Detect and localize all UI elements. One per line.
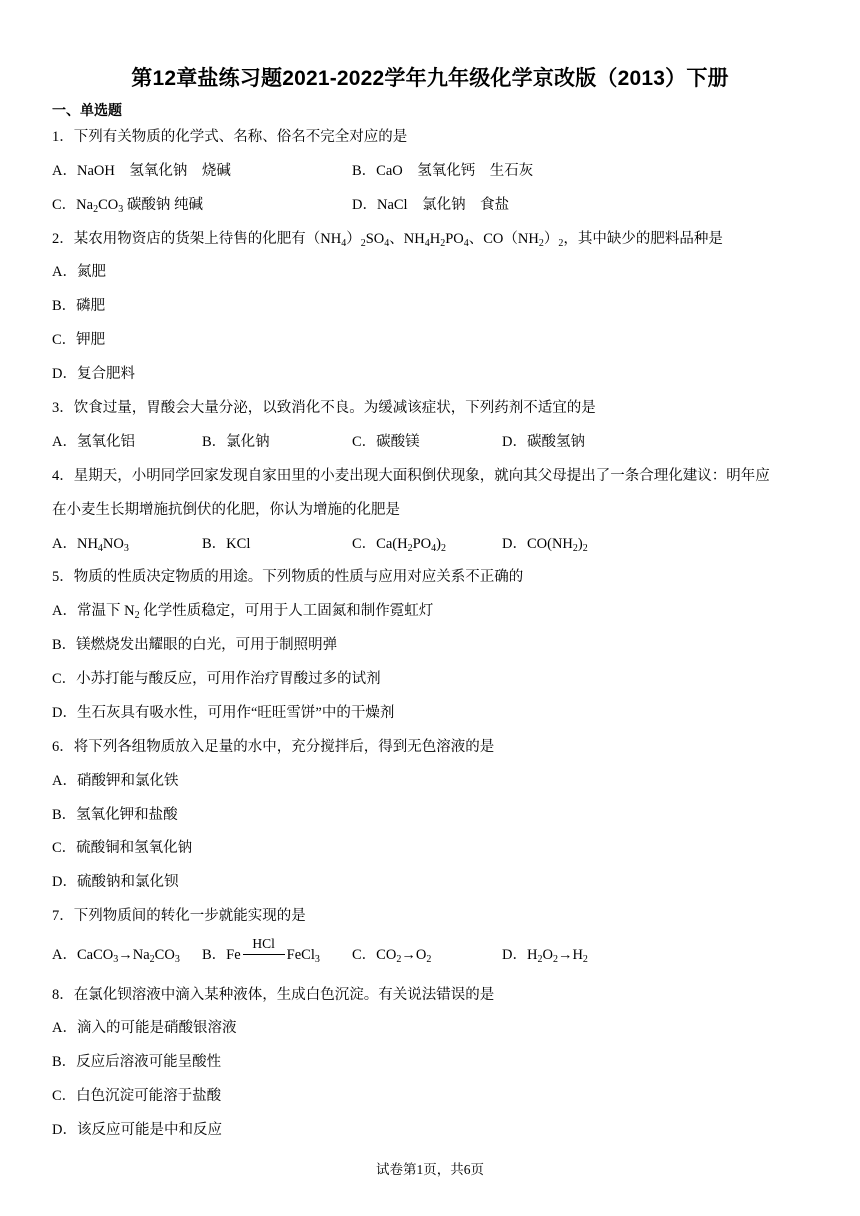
- question-5-option-a: A．常温下 $N_2$ 化学性质稳定，可用于人工固氮和制作霓虹灯: [52, 603, 434, 621]
- question-1-option-a: A．NaOH 氢氧化钠 烧碱: [52, 163, 231, 179]
- question-3-option-c: C．碳酸镁: [352, 434, 420, 450]
- question-8-stem: 8．在氯化钡溶液中滴入某种液体，生成白色沉淀。有关说法错误的是: [52, 987, 495, 1003]
- question-1-stem: 1．下列有关物质的化学式、名称、俗名不完全对应的是: [52, 129, 408, 145]
- question-5-stem: 5．物质的性质决定物质的用途。下列物质的性质与应用对应关系不正确的: [52, 569, 524, 585]
- question-6-option-d: D．硫酸钠和氯化钡: [52, 874, 179, 890]
- question-6-stem: 6．将下列各组物质放入足量的水中，充分搅拌后，得到无色溶液的是: [52, 739, 495, 755]
- question-3-stem: 3．饮食过量，胃酸会大量分泌，以致消化不良。为缓减该症状，下列药剂不适宜的是: [52, 400, 596, 416]
- question-8-option-b: B．反应后溶液可能呈酸性: [52, 1054, 222, 1070]
- question-4-option-b: B．KCl: [202, 536, 251, 552]
- question-2-option-b: B．磷肥: [52, 298, 106, 314]
- question-6-option-b: B．氢氧化钾和盐酸: [52, 807, 178, 823]
- page-title: 第12章盐练习题2021-2022学年九年级化学京改版（2013）下册: [131, 67, 729, 90]
- question-8-option-d: D．该反应可能是中和反应: [52, 1122, 222, 1138]
- question-2-option-a: A．氮肥: [52, 264, 106, 280]
- question-3-option-b: B．氯化钠: [202, 434, 270, 450]
- reaction-condition: HCl: [252, 935, 275, 951]
- question-3-option-d: D．碳酸氢钠: [502, 434, 585, 450]
- question-5-option-c: C．小苏打能与酸反应，可用作治疗胃酸过多的试剂: [52, 671, 381, 687]
- question-6-option-c: C．硫酸铜和氢氧化钠: [52, 840, 193, 856]
- question-7-option-a: A．$CaCO_3\to Na_2CO_3$: [52, 947, 180, 965]
- question-8-option-a: A．滴入的可能是硝酸银溶液: [52, 1020, 237, 1036]
- reaction-arrow: [241, 935, 287, 966]
- page-footer: 试卷第1页，共6页: [376, 1162, 484, 1177]
- question-7-option-d: D．$H_2O_2\to H_2$: [502, 947, 588, 965]
- question-6-option-a: A．硝酸钾和氯化铁: [52, 773, 179, 789]
- question-1-option-c: C．$Na_2CO_3$ 碳酸钠 纯碱: [52, 197, 203, 215]
- question-5-option-d: D．生石灰具有吸水性，可用作“旺旺雪饼”中的干燥剂: [52, 705, 395, 721]
- section-heading: 一、单选题: [52, 102, 122, 118]
- question-4-option-d: D．$CO(NH_2)_2$: [502, 536, 588, 554]
- question-8-option-c: C．白色沉淀可能溶于盐酸: [52, 1088, 222, 1104]
- question-4-stem-line-2: 在小麦生长期增施抗倒伏的化肥，你认为增施的化肥是: [52, 502, 400, 518]
- question-2-option-d: D．复合肥料: [52, 366, 135, 382]
- question-4-option-c: C．$Ca(H_2PO_4)_2$: [352, 536, 446, 554]
- question-7-option-b: B．Fe HCl FeCl$_3$: [202, 935, 320, 965]
- question-3-option-a: A．氢氧化铝: [52, 434, 135, 450]
- question-2-option-c: C．钾肥: [52, 332, 106, 348]
- question-4-option-a: A．$NH_4NO_3$: [52, 536, 129, 554]
- question-4-stem-line-1: 4．星期天，小明同学回家发现自家田里的小麦出现大面积倒伏现象，就向其父母提出了一条合理化建议：明年应: [52, 468, 770, 484]
- question-1-option-d: D．NaCl 氯化钠 食盐: [352, 197, 510, 213]
- question-1-option-b: B．CaO 氢氧化钙 生石灰: [352, 163, 534, 179]
- question-5-option-b: B．镁燃烧发出耀眼的白光，可用于制照明弹: [52, 637, 338, 653]
- question-7-stem: 7．下列物质间的转化一步就能实现的是: [52, 908, 306, 924]
- question-2-stem: 2．某农用物资店的货架上待售的化肥有$(NH_4)_2SO_4$、$NH_4H_2PO_4$、$CO(NH_2)_2$，其中缺少的肥料品种是: [52, 231, 723, 249]
- question-7-option-c: C．$CO_2\to O_2$: [352, 947, 432, 965]
